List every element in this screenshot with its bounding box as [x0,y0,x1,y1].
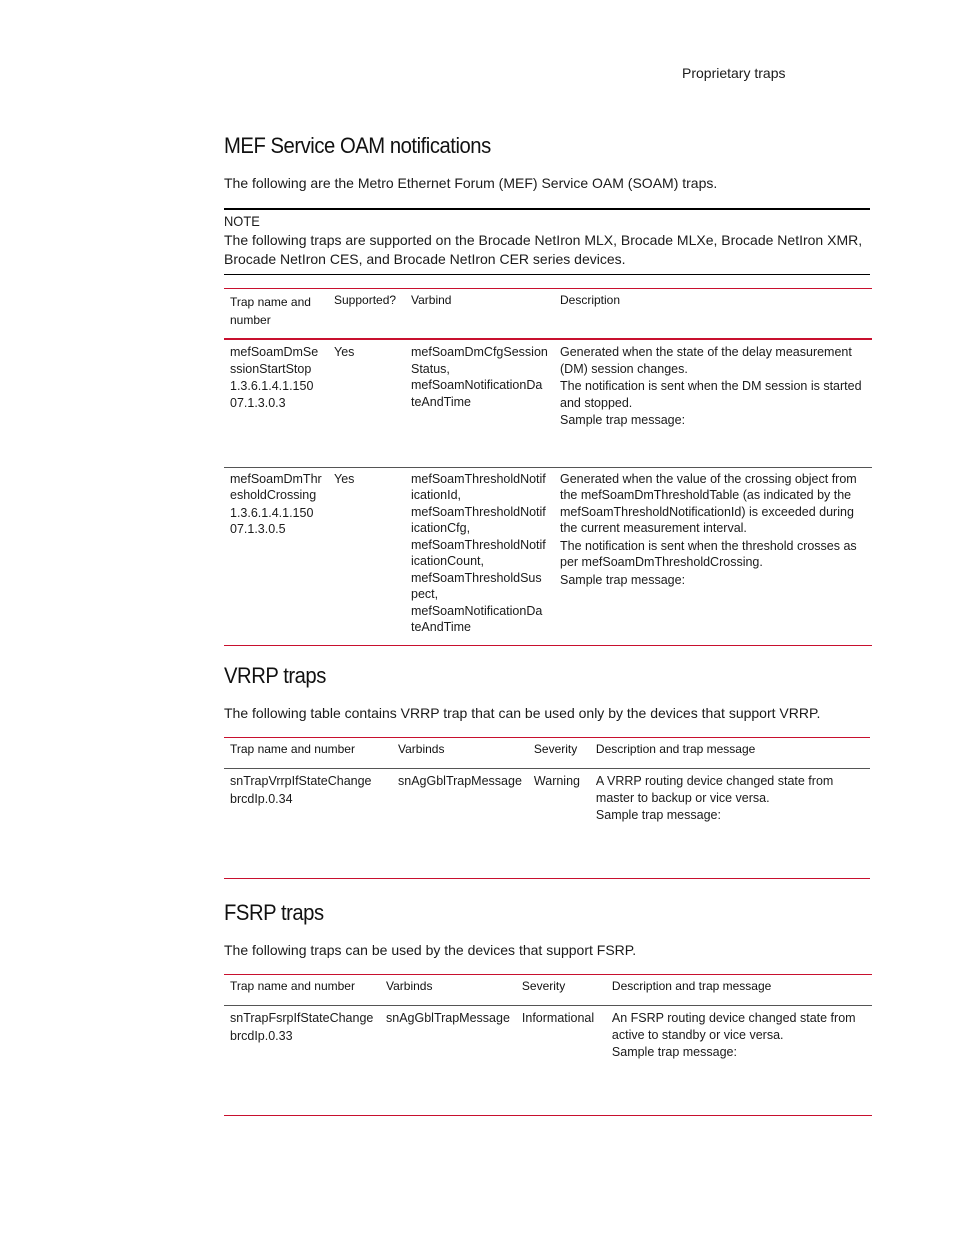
supported-cell: Yes [334,345,355,359]
table-row [224,467,872,645]
description-line: Sample trap message: [560,413,686,427]
description-cell [554,467,872,645]
header-description: Description and trap message [595,742,756,756]
severity-cell: Warning [533,774,580,788]
table-header-row [224,975,872,1006]
header-trap-name: Trap name and number [230,295,311,327]
table-row [224,339,872,467]
description-line: An FSRP routing device changed state from active to standby or vice versa. [611,1011,856,1042]
description-line: The notification is sent when the threshold crosses as per mefSoamDmThresholdCrossing. [560,538,857,569]
trap-number: brcdIp.0.34 [230,791,293,806]
trap-number: 1.3.6.1.4.1.150 07.1.3.0.3 [230,379,314,410]
mef-section-title: MEF Service OAM notifications [224,133,491,158]
varbind-cell: mefSoamThresholdNotif icationId, mefSoamThresholdNotif icationCfg, mefSoamThresholdNotif icationCount, mefSoamThresholdSus pect, mefSoamNotificationDa teAndTime [411,471,546,634]
description-line: A VRRP routing device changed state from master to backup or vice versa. [595,774,834,805]
header-severity: Severity [533,742,578,756]
trap-number: brcdIp.0.33 [230,1028,293,1043]
table-header-row [224,738,870,769]
mef-traps-table [224,288,872,646]
trap-name-cell [224,769,392,879]
description-cell [590,769,870,879]
running-head: Proprietary traps [682,65,786,81]
trap-number: 1.3.6.1.4.1.150 07.1.3.0.5 [230,505,314,536]
fsrp-traps-table [224,974,872,1116]
header-varbind: Varbind [411,293,452,307]
varbinds-cell: snAgGblTrapMessage [398,774,522,788]
severity-cell: Informational [521,1011,595,1025]
description-line: Sample trap message: [595,808,721,822]
trap-name-cell [224,1006,380,1116]
description-line: Generated when the value of the crossing object from the mefSoamDmThresholdTable (as indicated by the mefSoamThresholdNotificationId) is exceeded during the current measurement interval. [560,471,857,535]
fsrp-section-title: FSRP traps [224,900,324,925]
header-varbinds: Varbinds [398,742,445,756]
header-trap-name: Trap name and number [230,979,355,993]
fsrp-intro: The following traps can be used by the devices that support FSRP. [224,942,637,958]
varbinds-cell: snAgGblTrapMessage [386,1011,510,1025]
note-text: The following traps are supported on the Brocade NetIron MLX, Brocade MLXe, Brocade NetIron XMR, Brocade NetIron CES, and Brocade NetIron CER series devices. [224,232,863,267]
description-cell [554,339,872,467]
varbind-cell: mefSoamDmCfgSession Status, mefSoamNotificationDa teAndTime [411,345,548,409]
description-line: Sample trap message: [611,1045,737,1059]
description-line: The notification is sent when the DM session is started and stopped. [560,379,862,410]
description-line: Generated when the state of the delay measurement (DM) session changes. [560,345,852,376]
table-row [224,1006,872,1116]
trap-name: snTrapFsrpIfStateChange [230,1011,374,1025]
vrrp-intro: The following table contains VRRP trap that can be used only by the devices that support VRRP. [224,705,821,721]
table-header-row [224,289,872,340]
trap-name-cell [224,339,328,467]
table-row [224,769,870,879]
note-block [224,208,870,275]
vrrp-section-title: VRRP traps [224,663,326,688]
header-description: Description and trap message [611,979,772,993]
supported-cell: Yes [334,471,355,486]
description-cell [606,1006,872,1116]
note-label: NOTE [224,213,260,229]
vrrp-traps-table [224,737,870,879]
trap-name-cell [224,467,328,645]
header-description: Description [560,293,621,307]
header-severity: Severity [521,979,566,993]
header-supported: Supported? [334,293,397,307]
trap-name: mefSoamDmSe ssionStartStop [230,345,319,376]
trap-name: mefSoamDmThr esholdCrossing [230,471,322,502]
description-line: Sample trap message: [560,572,686,587]
trap-name: snTrapVrrpIfStateChange [230,774,372,788]
header-trap-name: Trap name and number [230,742,355,756]
mef-intro: The following are the Metro Ethernet Forum (MEF) Service OAM (SOAM) traps. [224,175,718,191]
header-varbinds: Varbinds [386,979,433,993]
